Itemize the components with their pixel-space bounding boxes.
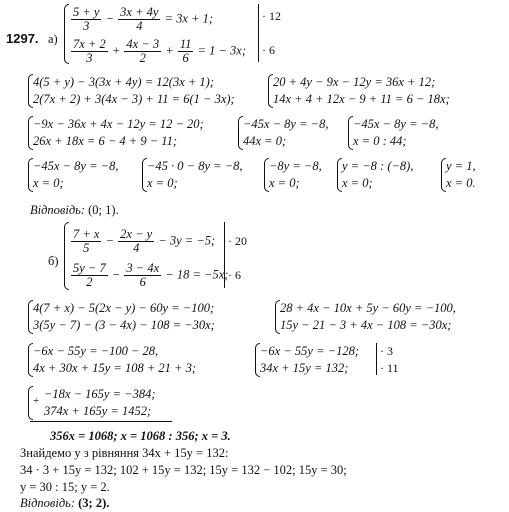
equation: −6x − 55y = −128;	[260, 344, 359, 358]
system-b-eq2: $\frac{5y - 7}{2}$ − $\frac{3 - 4x}{6}$ − 18 = −5x;	[73, 261, 229, 289]
equation: x = 0;	[342, 176, 373, 190]
multiplier: · 11	[380, 361, 399, 375]
equation: x = 0;	[269, 176, 300, 190]
equation: −45 · 0 − 8y = −8,	[147, 159, 243, 173]
part-b-label: б)	[48, 254, 59, 268]
equation: −18x − 165y = −384;	[44, 387, 156, 401]
equation: −45x − 8y = −8,	[243, 117, 329, 131]
equation: 4(5 + y) − 3(3x + 4y) = 12(3x + 1);	[33, 75, 215, 89]
equation: x = 0.	[446, 176, 476, 190]
problem-number: 1297.	[6, 31, 39, 46]
multiplier-bar	[376, 343, 377, 375]
brace	[64, 4, 69, 64]
multiplier-bar	[258, 4, 259, 62]
part-a-label: а)	[48, 32, 58, 46]
plus-sign: +	[33, 395, 40, 407]
sum-line	[30, 421, 172, 422]
equation: 28 + 4x − 10x + 5y − 60y = −100,	[280, 301, 456, 315]
equation: 4x + 30x + 15y = 108 + 21 + 3;	[33, 361, 196, 375]
multiplier-bar	[224, 222, 225, 288]
answer-a: Відповідь: (0; 1).	[30, 203, 119, 217]
equation: 14x + 4 + 12x − 9 + 11 = 6 − 18x;	[273, 92, 450, 106]
equation: x = 0;	[147, 176, 178, 190]
equation: x = 0 : 44;	[353, 134, 407, 148]
equation: 4(7 + x) − 5(2x − y) − 60y = −100;	[33, 301, 215, 315]
answer-b: Відповідь: (3; 2).	[20, 496, 110, 510]
equation: −45x − 8y = −8,	[33, 159, 119, 173]
equation: 2(7x + 2) + 3(4x − 3) + 11 = 6(1 − 3x);	[33, 92, 235, 106]
equation: x = 0;	[33, 176, 64, 190]
find-line: Знайдемо y з рівняння 34x + 15y = 132:	[20, 446, 229, 460]
equation: 374x + 165y = 1452;	[44, 404, 152, 418]
multiplier: · 6	[262, 43, 275, 57]
equation: 34x + 15y = 132;	[260, 361, 349, 375]
equation: −45x − 8y = −8,	[353, 117, 439, 131]
equation: 44x = 0;	[243, 134, 287, 148]
equation: −6x − 55y = −100 − 28,	[33, 344, 159, 358]
y-line: y = 30 : 15; y = 2.	[20, 480, 110, 494]
multiplier: · 20	[228, 234, 247, 248]
brace	[64, 222, 69, 290]
system-b-eq1: $\frac{7 + x}{5}$ − $\frac{2x - y}{4}$ − 3y = −5;	[73, 227, 216, 255]
equation: y = 1,	[446, 159, 476, 173]
multiplier: · 12	[262, 9, 281, 23]
equation: 3(5y − 7) − (3 − 4x) − 108 = −30x;	[33, 318, 215, 332]
equation: 26x + 18x = 6 − 4 + 9 − 11;	[33, 134, 178, 148]
equation: −8y = −8,	[269, 159, 322, 173]
system-a-eq1: $\frac{5 + y}{3}$ − $\frac{3x + 4y}{4}$ = 3x + 1;	[73, 5, 214, 33]
equation: y = −8 : (−8),	[342, 159, 414, 173]
equation: 20 + 4y − 9x − 12y = 36x + 12;	[273, 75, 436, 89]
system-a-eq2: $\frac{7x + 2}{3}$ + $\frac{4x - 3}{2}$ + $\frac{11}{6}$ = 1 − 3x;	[73, 37, 247, 65]
calc-line: 34 · 3 + 15y = 132; 102 + 15y = 132; 15y = 132 − 102; 15y = 30;	[20, 463, 347, 477]
multiplier: · 3	[380, 344, 393, 358]
equation: 15y − 21 − 3 + 4x − 108 = −30x;	[280, 318, 452, 332]
sum-result: 356x = 1068; x = 1068 : 356; x = 3.	[50, 429, 231, 443]
equation: −9x − 36x + 4x − 12y = 12 − 20;	[33, 117, 204, 131]
multiplier: · 6	[228, 268, 241, 282]
